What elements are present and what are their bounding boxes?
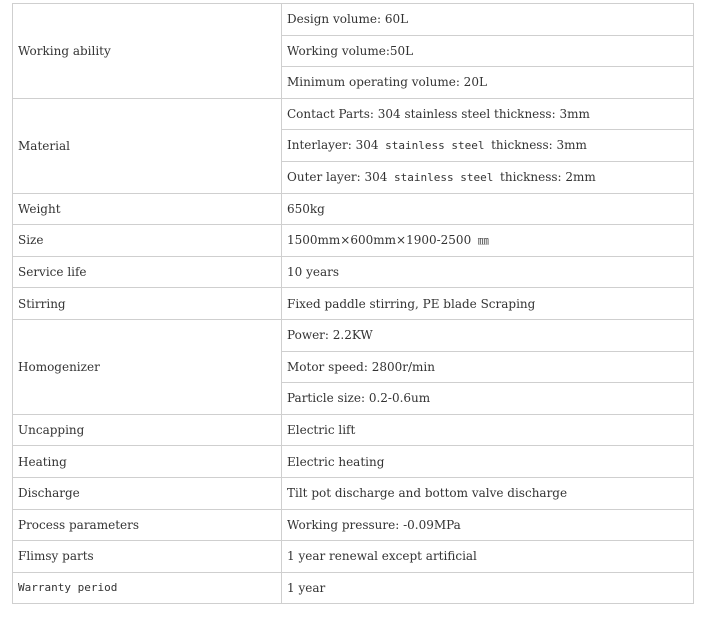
spec-label: Process parameters: [13, 509, 282, 541]
table-row: [13, 98, 694, 130]
spec-value-text: Power: 2.2KW: [287, 328, 373, 343]
spec-value-text: Contact Parts: 304 stainless steel thickness: 3mm: [287, 107, 590, 122]
spec-value-text: Motor speed: 2800r/min: [287, 359, 435, 374]
spec-value-text: Electric heating: [287, 454, 385, 469]
table-row: [13, 4, 694, 36]
table-row: [13, 225, 694, 257]
spec-label: Material: [13, 98, 282, 193]
spec-label: Warranty period: [13, 572, 282, 604]
spec-label: Heating: [13, 446, 282, 478]
spec-label: Size: [13, 225, 282, 257]
spec-value-text: Working pressure: -0.09MPa: [287, 517, 461, 532]
table-row: [13, 541, 694, 573]
spec-label: Discharge: [13, 477, 282, 509]
spec-label: Working ability: [13, 4, 282, 99]
table-row: [13, 446, 694, 478]
spec-value: [282, 67, 694, 99]
spec-value: [282, 130, 694, 162]
spec-value: [282, 383, 694, 415]
spec-value: [282, 477, 694, 509]
spec-value: [282, 161, 694, 193]
spec-label: Stirring: [13, 288, 282, 320]
spec-value-text: 1500mm×600mm×1900-2500: [287, 232, 472, 247]
spec-value-text: Design volume: 60L: [287, 12, 409, 27]
spec-value: [282, 509, 694, 541]
table-row: [13, 477, 694, 509]
spec-value-text: 10 years: [287, 265, 340, 280]
spec-value-mono-text: ㎜: [471, 233, 489, 247]
spec-value: [282, 256, 694, 288]
spec-label: Weight: [13, 193, 282, 225]
spec-value: [282, 351, 694, 383]
spec-value: [282, 193, 694, 225]
spec-value-text: Particle size: 0.2-0.6um: [287, 391, 431, 406]
table-row: [13, 288, 694, 320]
table-row: [13, 509, 694, 541]
spec-value-suffix: thickness: 3mm: [491, 138, 587, 153]
spec-value: [282, 572, 694, 604]
spec-value-mono-text: stainless steel: [378, 139, 492, 153]
spec-label: Service life: [13, 256, 282, 288]
spec-value-text: Minimum operating volume: 20L: [287, 75, 487, 90]
spec-value: [282, 98, 694, 130]
spec-value: [282, 541, 694, 573]
spec-table: [12, 3, 694, 604]
spec-label: Flimsy parts: [13, 541, 282, 573]
spec-value-suffix: thickness: 2mm: [500, 169, 596, 184]
spec-value-text: Working volume:50L: [287, 43, 414, 58]
spec-value-text: Outer layer: 304: [287, 169, 388, 184]
spec-value-text: 1 year renewal except artificial: [287, 549, 477, 564]
spec-value: [282, 225, 694, 257]
table-row: [13, 256, 694, 288]
table-row: [13, 572, 694, 604]
table-row: [13, 414, 694, 446]
spec-value: [282, 288, 694, 320]
spec-label: Homogenizer: [13, 319, 282, 414]
spec-value-text: 1 year: [287, 580, 326, 595]
spec-value-text: 650kg: [287, 201, 325, 216]
spec-value-text: Fixed paddle stirring, PE blade Scraping: [287, 296, 536, 311]
spec-value: [282, 35, 694, 67]
table-row: [13, 319, 694, 351]
spec-value-text: Tilt pot discharge and bottom valve discharge: [287, 486, 568, 501]
spec-table-body: [13, 4, 694, 604]
spec-value-text: Interlayer: 304: [287, 138, 379, 153]
table-row: [13, 193, 694, 225]
spec-label: Uncapping: [13, 414, 282, 446]
spec-value: [282, 4, 694, 36]
spec-value-mono-text: stainless steel: [387, 170, 501, 184]
spec-value: [282, 414, 694, 446]
spec-value: [282, 319, 694, 351]
spec-value: [282, 446, 694, 478]
spec-value-text: Electric lift: [287, 423, 356, 438]
